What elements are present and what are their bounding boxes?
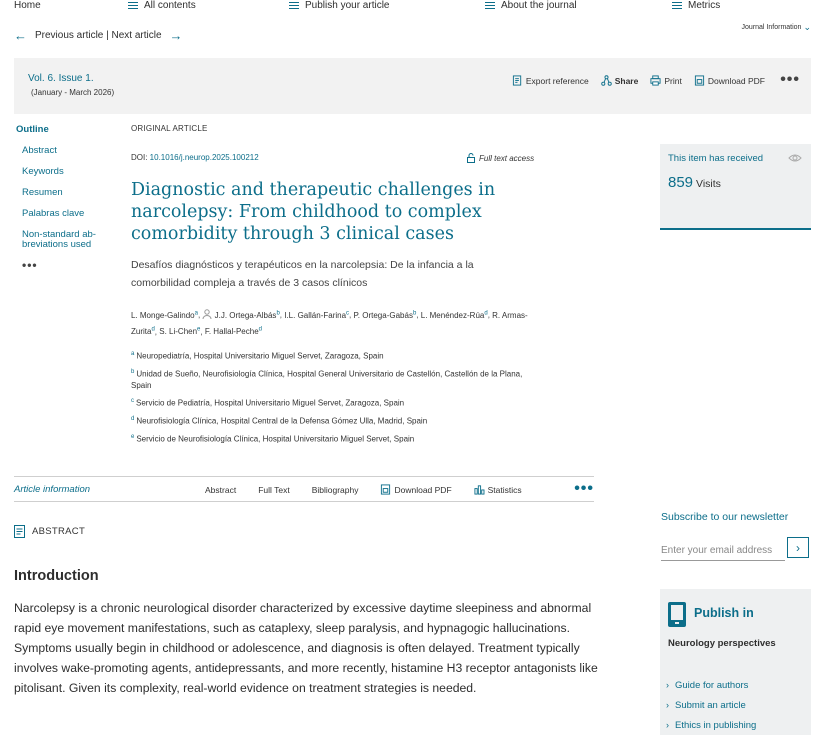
open-access-label: Full text access <box>479 153 535 163</box>
outline-sidebar <box>16 124 116 272</box>
author-list: L. Monge-Galindo$^a$, J.J. Ortega-Albás$^b$, I.L. Gallán-Farina$^c$, P. Ortega-Gabás$^b$, L. Menéndez-Rúa$^d$, R. Armas-Zurita$^d$, S. Li-Chen$^e$, F. Hallal-Peche$^d$ <box>131 310 528 337</box>
user-icon[interactable] <box>202 309 212 319</box>
intro-text: Narcolepsy is a chronic neurological disorder characterized by excessive daytime sleepiness and abnormal rapid eye movement manifestations, such as cataplexy, sleep paralysis, and hypnagogic hallucinations. Symptoms usually begin in childhood or adolescence, and diagnosis is often delayed. Treatment typically involves wake-promoting agents, antidepressants, and more recently, histamine H3 receptor antagonists like pitolisant. Given its complexity, real-world evidence on treatment strategies is needed. <box>14 601 598 695</box>
top-nav <box>0 0 825 11</box>
tab-full-text[interactable]: Full Text <box>258 484 290 495</box>
abstract-section-label <box>14 525 85 538</box>
document-icon <box>14 525 25 538</box>
tab-article-information[interactable]: Article information <box>14 484 91 495</box>
affiliation-list <box>131 349 541 445</box>
doi-link[interactable]: 10.1016/j.neurop.2025.100212 <box>149 153 259 162</box>
author[interactable]: S. Li-Chen$^e$ <box>159 326 201 337</box>
publish-title: Publish in <box>694 606 754 620</box>
publish-journal-name: Neurology perspectives <box>668 638 776 649</box>
visits-count-row <box>668 174 721 191</box>
tab-bibliography[interactable]: Bibliography <box>311 484 359 495</box>
more-options-icon[interactable]: ••• <box>780 71 800 88</box>
share-icon <box>601 75 612 86</box>
nav-publish[interactable] <box>289 0 389 11</box>
open-access-badge <box>467 153 534 163</box>
outline-item-abbreviations[interactable]: Non-standard ab-breviations used <box>22 228 96 250</box>
nav-all-contents-label: All contents <box>144 0 196 11</box>
tab-statistics-label: Statistics <box>487 484 522 495</box>
export-label: Export reference <box>525 75 589 86</box>
nav-all-contents[interactable] <box>128 0 196 11</box>
author[interactable]: R. Armas-Zurita$^d$ <box>131 310 528 337</box>
article-tabs-bar <box>14 476 594 502</box>
export-reference-button[interactable] <box>512 75 589 86</box>
prev-next-link[interactable]: Previous article | Next article <box>35 30 162 41</box>
submit-article-link[interactable]: › Submit an article <box>666 700 746 711</box>
outline-item-resumen[interactable]: Resumen <box>22 186 63 198</box>
publish-box <box>660 589 811 735</box>
nav-metrics-label: Metrics <box>688 0 721 11</box>
author[interactable]: I.L. Gallán-Farina$^c$ <box>284 310 350 320</box>
journal-info-label: Journal Information <box>741 24 802 31</box>
affiliation: $^d$ Neurofisiología Clínica, Hospital Central de la Defensa Gómez Ulla, Madrid, Spain <box>131 416 428 426</box>
chevron-down-icon: ⌄ <box>803 22 811 32</box>
print-button[interactable] <box>650 75 681 86</box>
list-icon <box>672 2 682 10</box>
visits-label: This item has received <box>668 153 764 164</box>
affiliation: $^a$ Neuropediatría, Hospital Universitario Miguel Servet, Zaragoza, Spain <box>131 351 384 361</box>
ethics-publishing-link[interactable]: › Ethics in publishing <box>666 720 757 731</box>
newsletter-email-input[interactable] <box>661 541 785 561</box>
chevron-right-icon: › <box>666 680 669 690</box>
article-subtitle: Desafíos diagnósticos y terapéuticos en la narcolepsia: De la infancia a la comorbilidad compleja a través de 3 casos clínicos <box>131 259 474 289</box>
article-title: Diagnostic and therapeutic challenges in narcolepsy: From childhood to complex comorbidity through 3 clinical cases <box>131 180 496 244</box>
author[interactable]: J.J. Ortega-Albás$^b$ <box>214 310 280 320</box>
tab-abstract[interactable]: Abstract <box>205 484 237 495</box>
export-icon <box>512 75 523 86</box>
affiliation: $^e$ Servicio de Neurofisiología Clínica, Hospital Universitario Miguel Servet, Spain <box>131 434 415 445</box>
nav-home-label: Home <box>14 0 41 11</box>
article-type: ORIGINAL ARTICLE <box>131 124 208 133</box>
article-header <box>131 124 551 451</box>
visits-word: Visits <box>696 178 721 190</box>
article-toolbar <box>512 75 765 86</box>
affiliation: $^c$ Servicio de Pediatría, Hospital Universitario Miguel Servet, Zaragoza, Spain <box>131 398 405 408</box>
share-label: Share <box>614 75 639 86</box>
outline-title: Outline <box>16 124 49 135</box>
print-label: Print <box>664 75 682 86</box>
bar-chart-icon <box>474 484 485 495</box>
outline-item-palabras-clave[interactable]: Palabras clave <box>22 207 85 219</box>
affiliation: $^b$ Unidad de Sueño, Neurofisiología Clínica, Hospital General Universitario de Castellón, Castellón de la Plana, Spain <box>131 369 523 390</box>
newsletter-submit-button[interactable] <box>787 537 809 558</box>
article-tabs <box>205 484 522 495</box>
tab-download-pdf[interactable] <box>380 484 451 495</box>
intro-heading: Introduction <box>14 568 99 584</box>
author[interactable]: P. Ortega-Gabás$^b$ <box>353 310 417 320</box>
nav-publish-label: Publish your article <box>305 0 390 11</box>
outline-more-icon[interactable]: ••• <box>22 257 38 272</box>
tab-statistics[interactable] <box>474 484 522 495</box>
abstract-label: ABSTRACT <box>32 526 86 537</box>
guide-for-authors-link[interactable]: › Guide for authors <box>666 680 749 691</box>
list-icon <box>128 2 138 10</box>
tabs-more-icon[interactable]: ••• <box>574 480 594 497</box>
nav-home[interactable] <box>14 0 41 11</box>
author[interactable]: L. Menéndez-Rúa$^d$ <box>420 310 488 320</box>
author[interactable]: F. Hallal-Peche$^d$ <box>204 326 262 337</box>
share-button[interactable] <box>601 75 639 86</box>
visits-card <box>660 144 811 230</box>
doi-row <box>131 153 551 165</box>
newsletter-title: Subscribe to our newsletter <box>661 511 789 523</box>
issue-dates: (January - March 2026) <box>31 88 115 97</box>
prev-next-nav <box>14 29 183 42</box>
pdf-icon <box>380 484 391 495</box>
nav-about-label: About the journal <box>501 0 577 11</box>
chevron-right-icon: › <box>796 540 800 555</box>
list-icon <box>485 2 495 10</box>
list-icon <box>289 2 299 10</box>
outline-item-keywords[interactable]: Keywords <box>22 165 64 177</box>
nav-metrics[interactable] <box>672 0 720 11</box>
pdf-icon <box>694 75 705 86</box>
book-icon <box>667 601 687 628</box>
author[interactable]: L. Monge-Galindo$^a$ <box>131 310 198 320</box>
nav-about[interactable] <box>485 0 577 11</box>
tab-download-pdf-label: Download PDF <box>394 484 452 495</box>
outline-item-abstract[interactable]: Abstract <box>22 145 57 156</box>
eye-icon <box>788 153 802 163</box>
chevron-right-icon: › <box>666 720 669 730</box>
visits-count: 859 <box>668 174 694 191</box>
journal-info-dropdown[interactable] <box>742 22 811 33</box>
print-icon <box>650 75 661 86</box>
chevron-right-icon: › <box>666 700 669 710</box>
issue-bar <box>14 58 811 114</box>
issue-volume-link[interactable]: Vol. 6. Issue 1. <box>28 73 94 84</box>
arrow-right-icon[interactable]: → <box>169 28 183 43</box>
unlock-icon <box>467 153 475 163</box>
arrow-left-icon[interactable]: ← <box>14 28 27 43</box>
download-pdf-button[interactable] <box>694 75 765 86</box>
doi-prefix: DOI: <box>131 153 150 162</box>
download-pdf-label: Download PDF <box>707 75 765 86</box>
